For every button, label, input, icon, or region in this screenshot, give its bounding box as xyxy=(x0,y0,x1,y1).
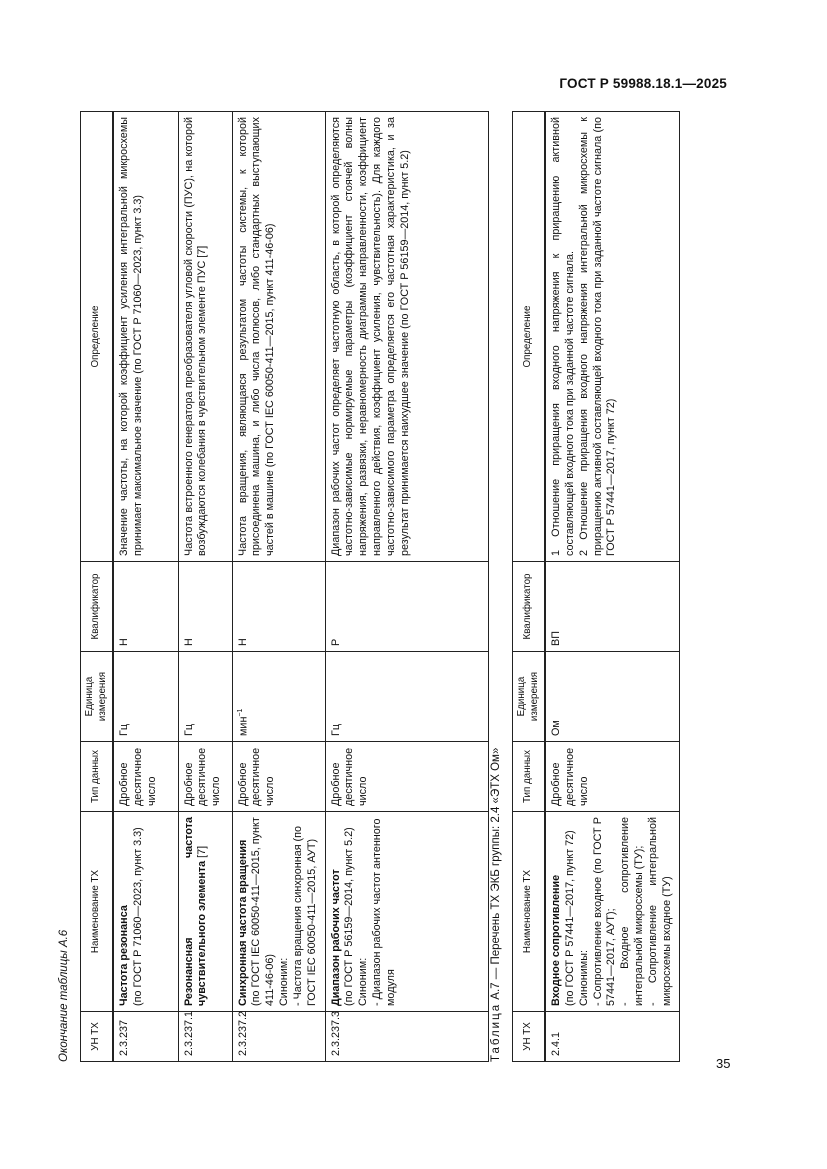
col-header-qualifier: Квалификатор xyxy=(81,562,114,652)
cell-qualifier: Р xyxy=(325,562,488,652)
cell-unit xyxy=(232,652,325,742)
cell-unit: Гц xyxy=(325,652,488,742)
cell-type: Дробное десятичное число xyxy=(545,742,680,812)
synonym-label: Синонимы: xyxy=(577,950,590,1006)
col-header-id: УН ТХ xyxy=(81,1012,114,1062)
cell-name xyxy=(325,812,488,1012)
cell-definition: Частота вращения, являющаяся результатом частоты системы, к которой присоединена машина, и либо числа полюсов, либо стандартных выступающих частей в машине (по ГОСТ IEC 60050-411—2015, пункт 411-46-06) xyxy=(232,112,325,562)
cell-type: Дробное десятичное число xyxy=(113,742,178,812)
synonym: - Сопротивление входное (по ГОСТ Р 57441—2017, АУТ); xyxy=(591,817,618,1006)
synonym: - Частота вращения синхронная (по ГОСТ IEC 60050-411—2015, АУТ) xyxy=(291,826,318,1006)
rotated-content xyxy=(58,112,794,1062)
cell-qualifier: Н xyxy=(232,562,325,652)
name-ref: (по ГОСТ IEC 60050-411—2015, пункт 411-46-06) xyxy=(250,817,277,1006)
name-ref: (по ГОСТ Р 57441—2017, пункт 72) xyxy=(563,830,576,1006)
definition-part: 1 Отношение приращения входного напряжения к приращению активной составляющей входного тока при заданной частоте сигнала. xyxy=(550,117,576,556)
table-a7-caption xyxy=(490,748,502,1062)
col-header-definition: Определение xyxy=(513,112,546,562)
cell-name xyxy=(232,812,325,1012)
col-header-unit: Единица измерения xyxy=(513,652,546,742)
unit-base: мин xyxy=(237,716,250,736)
cell-id: 2.3.237.1 xyxy=(178,1012,232,1062)
name-title: Входное сопротивление xyxy=(550,874,563,1006)
cell-type: Дробное десятичное число xyxy=(232,742,325,812)
cell-qualifier: Н xyxy=(113,562,178,652)
table-a6 xyxy=(80,111,489,1062)
synonym-label: Синоним: xyxy=(278,957,290,1006)
table-label: Таблица xyxy=(490,1002,502,1062)
synonym: - Диапазон рабочих частот антенного модуля xyxy=(371,818,397,1006)
table-a6-header-row xyxy=(81,112,114,1062)
cell-qualifier: ВП xyxy=(545,562,680,652)
table-a7 xyxy=(512,111,680,1062)
col-header-id: УН ТХ xyxy=(513,1012,546,1062)
cell-id: 2.3.237.2 xyxy=(232,1012,325,1062)
document-header: ГОСТ Р 59988.18.1—2025 xyxy=(559,76,727,91)
col-header-qualifier: Квалификатор xyxy=(513,562,546,652)
page-number: 35 xyxy=(716,1056,731,1071)
name-ref: (по ГОСТ Р 71060—2023, пункт 3.3) xyxy=(131,827,144,1006)
col-header-type: Тип данных xyxy=(513,742,546,812)
col-header-definition: Определение xyxy=(81,112,114,562)
definition-part: 2 Отношение приращения входного напряжения интегральной микросхемы к приращению активной составляющей входного тока при заданной частоте сигнала (по ГОСТ Р 57441—2017, пункт 72) xyxy=(577,117,618,556)
table-title: А.7 — Перечень ТХ ЭКБ группы: 2.4 «ЭТХ Ом» xyxy=(490,747,502,1000)
name-title: Синхронная частота вращения xyxy=(236,839,249,1006)
cell-name xyxy=(178,812,232,1012)
cell-definition: Частота встроенного генератора преобразователя угловой скорости (ПУС), на которой возбуждаются колебания в чувствительном элементе ПУС [7] xyxy=(178,112,232,562)
name-title: Резонансная частота чувствительного элемента xyxy=(182,817,209,1006)
cell-definition: Диапазон рабочих частот определяет частотную область, в которой определяются частотно-зависимые нормируемые параметры (коэффициент стоячей волны напряжения, развязки, неравномерность диаграммы направленности, коэффициент направленного действия, коэффициент усиления, чувствительность). Для каждого частотно-зависимого параметра определяется его частотная характеристика, и за результат принимается наихудшее значение (по ГОСТ Р 56159—2014, пункт 5.2) xyxy=(325,112,488,562)
col-header-name: Наименование ТХ xyxy=(81,812,114,1012)
name-ref: (по ГОСТ Р 56159—2014, пункт 5.2) xyxy=(343,827,356,1006)
cell-type: Дробное десятичное число xyxy=(178,742,232,812)
name-title: Диапазон рабочих частот xyxy=(329,869,342,1006)
unit-exponent: −1 xyxy=(236,708,244,717)
table-row xyxy=(232,112,325,1062)
cell-qualifier: Н xyxy=(178,562,232,652)
cell-type: Дробное десятичное число xyxy=(325,742,488,812)
name-ref: [7] xyxy=(196,845,209,858)
cell-name xyxy=(545,812,680,1012)
table-row xyxy=(545,112,680,1062)
cell-id: 2.3.237.3 xyxy=(325,1012,488,1062)
table-row xyxy=(178,112,232,1062)
col-header-name: Наименование ТХ xyxy=(513,812,546,1012)
cell-name xyxy=(113,812,178,1012)
table-a7-header-row xyxy=(513,112,546,1062)
synonym-label: Синоним: xyxy=(357,957,370,1006)
cell-id: 2.4.1 xyxy=(545,1012,680,1062)
name-title: Частота резонанса xyxy=(118,905,131,1006)
cell-id: 2.3.237 xyxy=(113,1012,178,1062)
col-header-unit: Единица измерения xyxy=(81,652,114,742)
table-row xyxy=(325,112,488,1062)
col-header-type: Тип данных xyxy=(81,742,114,812)
cell-unit: Гц xyxy=(178,652,232,742)
table-a6-caption: Окончание таблицы А.6 xyxy=(58,929,70,1062)
cell-unit: Гц xyxy=(113,652,178,742)
synonym: - Входное сопротивление интегральной микросхемы (ТУ); xyxy=(619,817,645,1006)
cell-unit: Ом xyxy=(545,652,680,742)
cell-definition xyxy=(545,112,680,562)
synonym: - Сопротивление интегральной микросхемы входное (ТУ) xyxy=(646,817,673,1006)
cell-definition: Значение частоты, на которой коэффициент усиления интегральной микросхемы принимает максимальное значение (по ГОСТ Р 71060—2023, пункт 3.3) xyxy=(113,112,178,562)
table-row xyxy=(113,112,178,1062)
